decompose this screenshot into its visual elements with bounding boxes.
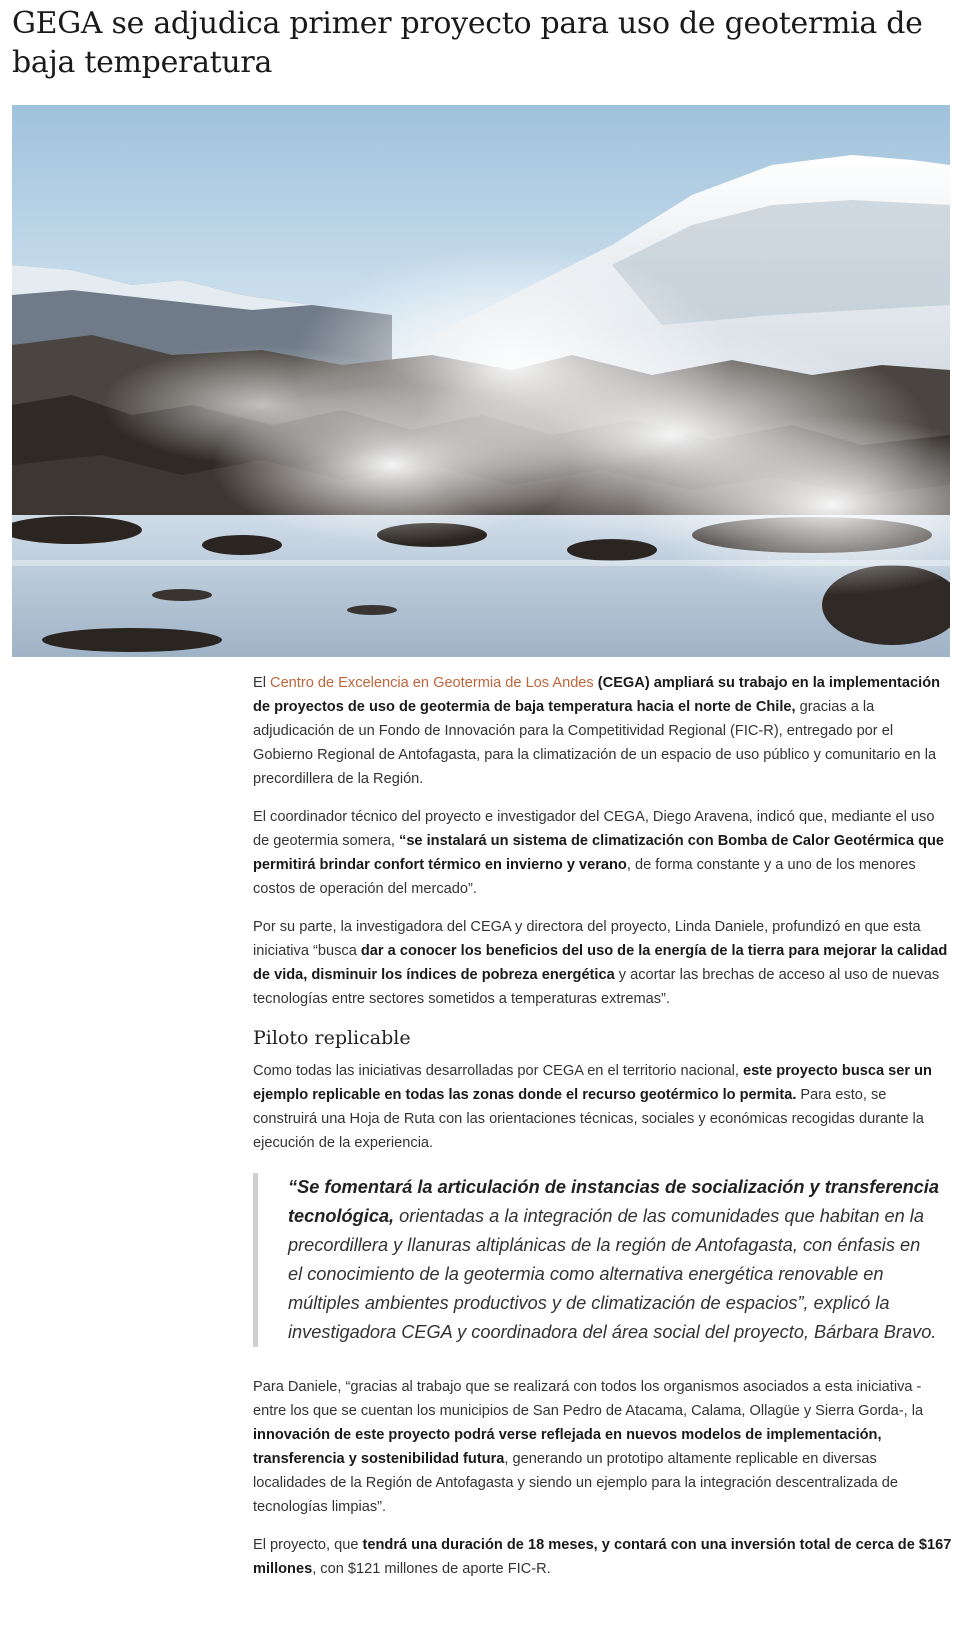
geothermal-landscape-photo-icon: [12, 105, 950, 657]
bold-text: “se instalará un sistema de climatización con Bomba de Calor Geotérmica que permitirá brindar confort térmico en invierno y verano: [253, 833, 945, 873]
text: orientadas a la integración de las comunidades que habitan en la precordillera y llanuras altiplánicas de la región de Antofagasta, con énfasis en el conocimiento de la geotermia como alternativa energética renovable en múltiples ambientes productivos y de climatización de espacios”, explicó la investigadora CEGA y coordinadora del área social del proyecto, Bárbara Bravo.: [288, 1206, 937, 1342]
section-heading: Piloto replicable: [253, 1027, 411, 1049]
bold-text: innovación de este proyecto podrá verse reflejada en nuevos modelos de implementación, transferencia y sostenibilidad futura: [253, 1427, 882, 1467]
paragraph-duration: [253, 1533, 953, 1581]
pull-quote: [253, 1173, 953, 1347]
paragraph-innovation: [253, 1375, 953, 1519]
text: , de forma constante y a uno de los menores costos de operación del mercado”.: [253, 857, 916, 897]
text: El proyecto, que: [253, 1537, 363, 1553]
paragraph-daniele: [253, 915, 953, 1011]
text: gracias a la adjudicación de un Fondo de Innovación para la Competitividad Regional (FIC-R), entregado por el Gobierno Regional de Antofagasta, para la climatización de un espacio de uso público y comunitario en la precordillera de la Región.: [253, 699, 937, 787]
bold-text: ampliará su trabajo en la implementación de proyectos de uso de geotermia de baja temperatura hacia el norte de Chile,: [253, 675, 941, 715]
page-title: GEGA se adjudica primer proyecto para uso de geotermia de baja temperatura: [12, 6, 923, 80]
bold-text: tendrá una duración de 18 meses, y contará con una inversión total de cerca de $167 millones: [253, 1537, 952, 1577]
bold-text: dar a conocer los beneficios del uso de la energía de la tierra para mejorar la calidad de vida, disminuir los índices de pobreza energética: [253, 943, 948, 983]
text: Para esto, se construirá una Hoja de Ruta con las orientaciones técnicas, sociales y económicas recogidas durante la ejecución de la experiencia.: [253, 1087, 924, 1151]
paragraph-replicable: [253, 1059, 953, 1155]
text: , generando un prototipo altamente replicable en diversas localidades de la Región de Antofagasta y siendo un ejemplo para la integración descentralizada de tecnologías limpias”.: [253, 1451, 898, 1515]
paragraph-aravena: [253, 805, 953, 901]
cega-acronym: (CEGA): [593, 675, 650, 691]
text: Para Daniele, “gracias al trabajo que se realizará con todos los organismos asociados a esta iniciativa -entre los que se cuentan los municipios de San Pedro de Atacama, Calama, Ollagüe y Sierra Gorda-, la: [253, 1379, 924, 1419]
bold-text: este proyecto busca ser un ejemplo replicable en todas las zonas donde el recurso geotérmico lo permita.: [253, 1063, 932, 1103]
paragraph-intro: [253, 671, 953, 791]
text: El coordinador técnico del proyecto e investigador del CEGA, Diego Aravena, indicó que, mediante el uso de geotermia somera,: [253, 809, 935, 849]
bold-text: “Se fomentará la articulación de instancias de socialización y transferencia tecnológica,: [288, 1177, 939, 1226]
hero-image: [12, 105, 950, 657]
text: Por su parte, la investigadora del CEGA y directora del proyecto, Linda Daniele, profundizó en que esta iniciativa “busca: [253, 919, 921, 959]
article-body: [253, 671, 953, 1595]
text: y acortar las brechas de acceso al uso de nuevas tecnologías entre sectores sometidos a temperaturas extremas”.: [253, 967, 940, 1007]
text: Como todas las iniciativas desarrolladas por CEGA en el territorio nacional,: [253, 1063, 743, 1079]
cega-link[interactable]: Centro de Excelencia en Geotermia de Los Andes: [270, 675, 594, 691]
text: , con $121 millones de aporte FIC-R.: [312, 1561, 551, 1577]
text: El: [253, 675, 271, 691]
